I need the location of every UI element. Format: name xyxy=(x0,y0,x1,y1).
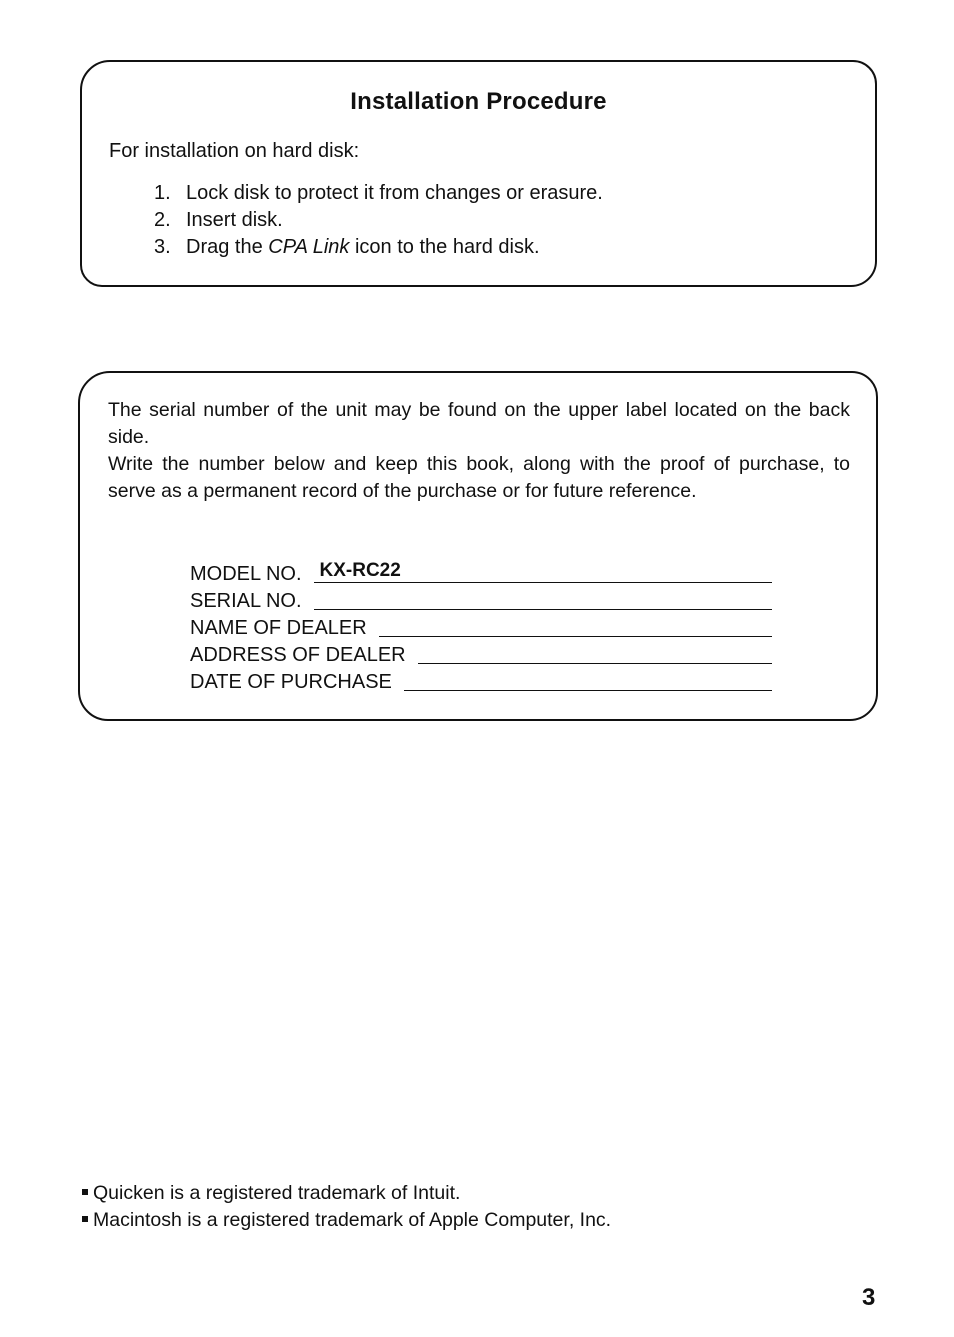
field-value-line xyxy=(379,614,772,637)
record-field-purchase-date xyxy=(190,667,772,694)
record-field-dealer-name xyxy=(190,613,772,640)
step-text: Insert disk. xyxy=(186,209,283,231)
step-text-pre: Drag the xyxy=(186,236,269,258)
record-field-serial xyxy=(190,586,772,613)
record-fields xyxy=(190,559,772,694)
installation-step xyxy=(154,207,603,234)
field-label: NAME OF DEALER xyxy=(190,617,367,639)
installation-step xyxy=(154,180,603,207)
field-value-line: KX-RC22 xyxy=(314,560,773,583)
field-value-line xyxy=(314,587,772,610)
bullet-icon xyxy=(82,1189,88,1195)
step-text-post: icon to the hard disk. xyxy=(349,236,540,258)
step-number: 3. xyxy=(154,236,171,258)
trademark-footnotes xyxy=(82,1180,611,1234)
installation-title: Installation Procedure xyxy=(350,88,607,115)
record-field-model xyxy=(190,559,772,586)
field-value-line xyxy=(418,641,772,664)
step-number: 2. xyxy=(154,209,171,231)
record-field-dealer-address xyxy=(190,640,772,667)
field-value-line xyxy=(404,668,772,691)
installation-intro: For installation on hard disk: xyxy=(109,140,360,162)
field-label: DATE OF PURCHASE xyxy=(190,671,392,693)
field-label: SERIAL NO. xyxy=(190,590,302,612)
serial-record-box xyxy=(78,371,878,721)
field-label: ADDRESS OF DEALER xyxy=(190,644,406,666)
step-text: Lock disk to protect it from changes or erasure. xyxy=(186,182,603,204)
footnote-text: Macintosh is a registered trademark of Apple Computer, Inc. xyxy=(93,1209,612,1231)
trademark-footnote xyxy=(82,1180,611,1207)
bullet-icon xyxy=(82,1216,88,1222)
field-label: MODEL NO. xyxy=(190,563,302,585)
step-text-app-name: CPA Link xyxy=(268,236,350,258)
installation-step xyxy=(154,234,603,261)
step-number: 1. xyxy=(154,182,171,204)
record-instructions-paragraph: Write the number below and keep this book, along with the proof of purchase, to serve as a permanent record of the purchase or for future reference. xyxy=(108,453,850,502)
installation-steps-list xyxy=(154,180,603,261)
serial-location-paragraph: The serial number of the unit may be found on the upper label located on the back side. xyxy=(108,399,850,448)
trademark-footnote xyxy=(82,1207,611,1234)
installation-procedure-box xyxy=(80,60,877,287)
page-number: 3 xyxy=(862,1284,876,1311)
footnote-text: Quicken is a registered trademark of Intuit. xyxy=(93,1182,461,1204)
